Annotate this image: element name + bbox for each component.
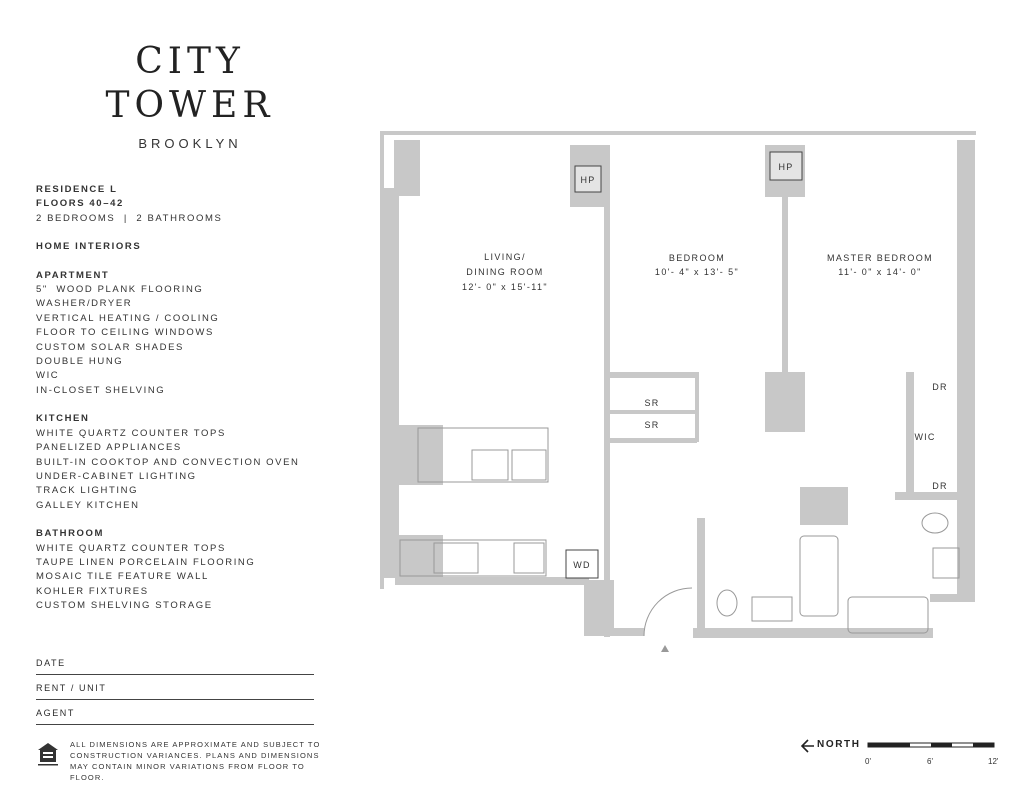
- scale-12: 12': [988, 757, 999, 766]
- spec-item: BUILT-IN COOKTOP AND CONVECTION OVEN: [36, 456, 300, 468]
- closet-wall-1: [610, 372, 697, 378]
- column-center: [765, 372, 805, 432]
- spec-item: VERTICAL HEATING / COOLING: [36, 312, 220, 324]
- spec-item: CUSTOM SOLAR SHADES: [36, 341, 184, 353]
- hp-label-1: HP: [580, 175, 596, 185]
- brand-city: CITY: [135, 41, 245, 82]
- bedroom-label: BEDROOM: [668, 253, 726, 263]
- dishwasher: [512, 450, 546, 480]
- vanity-1: [752, 597, 792, 621]
- scale-bar: [868, 743, 994, 747]
- spec-item: WHITE QUARTZ COUNTER TOPS: [36, 542, 226, 554]
- disclaimer-text: ALL DIMENSIONS ARE APPROXIMATE AND SUBJECT TO CONSTRUCTION VARIANCES. PLANS AND DIMENSIONS MAY CONTAIN MINOR VARIATIONS FROM FLOOR TO FLOOR.: [70, 740, 321, 782]
- bathtub-1: [800, 536, 838, 616]
- window-frame-top: [380, 131, 976, 135]
- section-title: APARTMENT: [36, 269, 110, 281]
- south-wall: [395, 577, 589, 585]
- range-block: [395, 535, 443, 577]
- spec-item: FLOOR TO CEILING WINDOWS: [36, 327, 214, 339]
- spec-item: PANELIZED APPLIANCES: [36, 442, 182, 454]
- toilet-1: [717, 590, 737, 616]
- master-label: MASTER BEDROOM: [826, 253, 934, 263]
- closet-wall-2: [610, 410, 697, 414]
- spec-item: IN-CLOSET SHELVING: [36, 384, 166, 396]
- living-dim: 12'- 0" x 15'-11": [462, 282, 548, 292]
- bath-wall-east: [930, 594, 975, 602]
- residence-beds-baths: 2 BEDROOMS | 2 BATHROOMS: [36, 212, 223, 224]
- living-label-1: LIVING/: [484, 252, 526, 262]
- spec-item: WHITE QUARTZ COUNTER TOPS: [36, 427, 226, 439]
- wic-wall-west: [906, 372, 914, 492]
- scale-6: 6': [927, 757, 933, 766]
- section-title: BATHROOM: [36, 528, 105, 540]
- oven: [514, 543, 544, 573]
- spec-item: WASHER/DRYER: [36, 298, 133, 310]
- bedroom-dim: 10'- 4" x 13'- 5": [654, 267, 740, 277]
- living-label-2: DINING ROOM: [466, 267, 544, 277]
- agent-label: AGENT: [36, 708, 76, 718]
- entry-wall-bottom: [584, 628, 644, 636]
- master-dim: 11'- 0" x 14'- 0": [838, 267, 922, 277]
- closet-wall-4: [695, 372, 699, 442]
- spec-item: WIC: [36, 370, 60, 382]
- spec-item: KOHLER FIXTURES: [36, 585, 149, 597]
- entry-arrow-icon: [661, 645, 669, 652]
- wic-label: WIC: [914, 432, 936, 442]
- exterior-wall-west: [383, 188, 399, 578]
- entry-door-swing: [644, 588, 692, 636]
- bath-column: [800, 487, 848, 525]
- brand-brooklyn: BROOKLYN: [138, 136, 242, 151]
- kitchen-column: [395, 425, 443, 485]
- spec-item: DOUBLE HUNG: [36, 356, 124, 368]
- spec-item: UNDER-CABINET LIGHTING: [36, 470, 197, 482]
- kitchen-sink: [472, 450, 508, 480]
- wd-label: WD: [573, 560, 591, 570]
- dr-label-2: DR: [932, 481, 948, 491]
- section-title: KITCHEN: [36, 413, 90, 425]
- hp-label-2: HP: [778, 162, 794, 172]
- exterior-wall-east: [957, 140, 975, 602]
- wic-wall-south: [895, 492, 975, 500]
- bath-wall-west: [697, 518, 705, 636]
- toilet-2: [922, 513, 948, 533]
- wall-living-bedroom: [604, 197, 610, 637]
- bathtub-2: [848, 597, 928, 633]
- scale-0: 0': [865, 757, 871, 766]
- sr-label-2: SR: [644, 420, 660, 430]
- closet-wall-3: [610, 438, 697, 443]
- spec-item: TRACK LIGHTING: [36, 485, 139, 497]
- rent-unit-label: RENT / UNIT: [36, 683, 107, 693]
- north-arrow-icon: [802, 740, 814, 752]
- spec-item: GALLEY KITCHEN: [36, 499, 140, 511]
- corner-column: [394, 140, 420, 196]
- sr-label-1: SR: [644, 398, 660, 408]
- spec-item: 5" WOOD PLANK FLOORING: [36, 284, 204, 296]
- date-label: DATE: [36, 658, 66, 668]
- residence-name: RESIDENCE L: [36, 184, 118, 195]
- dr-label-1: DR: [932, 382, 948, 392]
- home-interiors-heading: HOME INTERIORS: [36, 241, 142, 253]
- residence-floors: FLOORS 40–42: [36, 198, 124, 210]
- spec-item: CUSTOM SHELVING STORAGE: [36, 600, 213, 612]
- wall-bedroom-master: [782, 197, 788, 372]
- brand-tower: TOWER: [105, 85, 275, 126]
- entry-wall: [584, 580, 614, 636]
- spec-item: TAUPE LINEN PORCELAIN FLOORING: [36, 556, 256, 568]
- north-label: NORTH: [817, 739, 861, 750]
- spec-item: MOSAIC TILE FEATURE WALL: [36, 571, 209, 583]
- vanity-2: [933, 548, 959, 578]
